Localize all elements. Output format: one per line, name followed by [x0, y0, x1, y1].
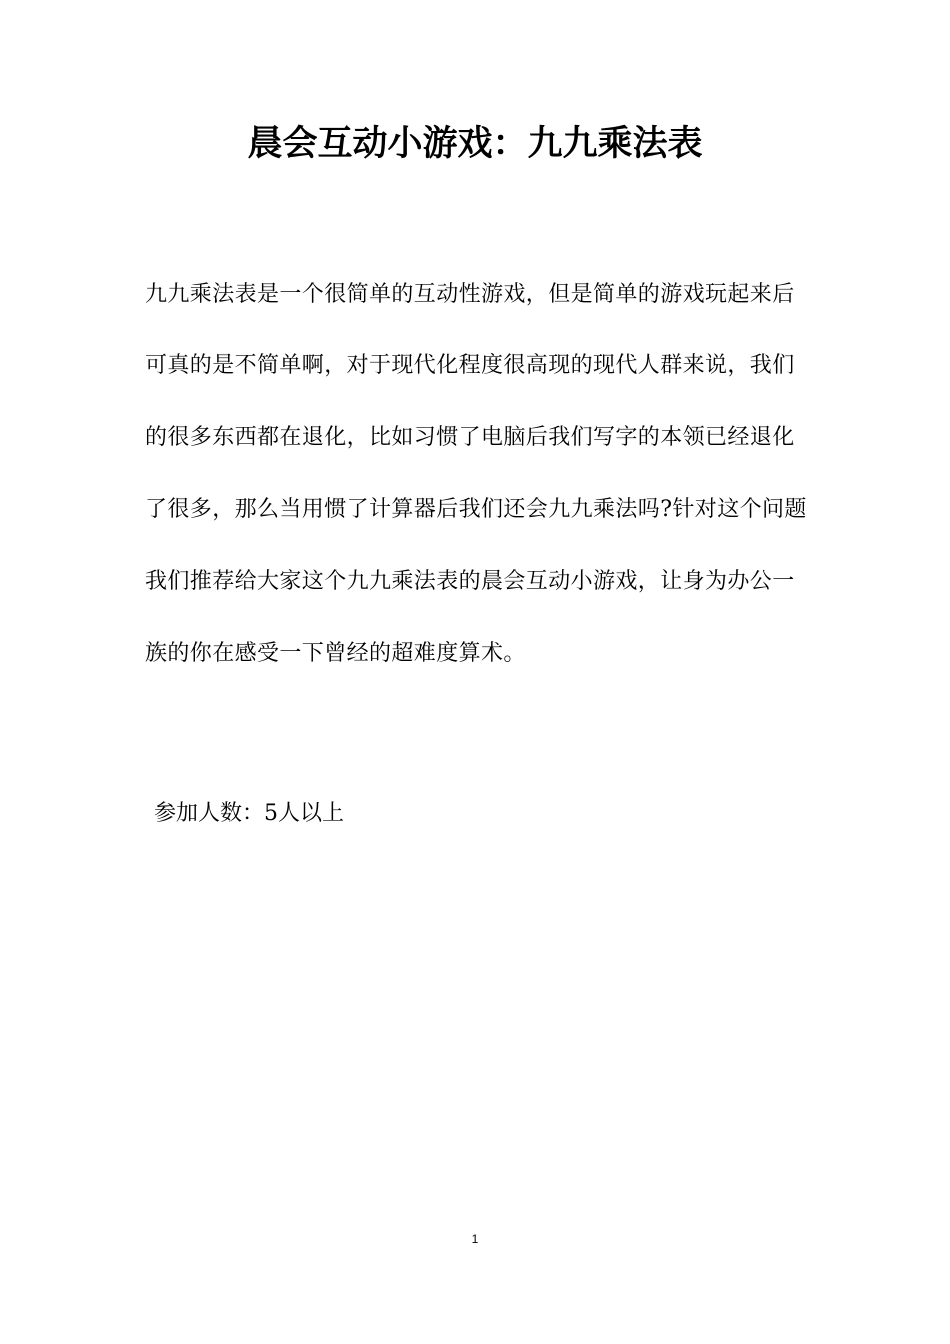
body-text-line: 可真的是不简单啊，对于现代化程度很高现的现代人群来说，我们: [145, 353, 795, 378]
body-text-line: 族的你在感受一下曾经的超难度算术。: [145, 641, 526, 666]
participant-count: 参加人数：5人以上: [154, 801, 344, 826]
document-title: 晨会互动小游戏：九九乘法表: [247, 123, 703, 164]
body-text-line: 九九乘法表是一个很简单的互动性游戏，但是简单的游戏玩起来后: [145, 282, 795, 307]
body-text-line: 我们推荐给大家这个九九乘法表的晨会互动小游戏，让身为办公一: [145, 569, 795, 594]
body-text-line: 的很多东西都在退化，比如习惯了电脑后我们写字的本领已经退化: [145, 425, 795, 450]
page-number: 1: [471, 1232, 479, 1246]
body-text-line: 了很多，那么当用惯了计算器后我们还会九九乘法吗?针对这个问题: [145, 497, 807, 522]
